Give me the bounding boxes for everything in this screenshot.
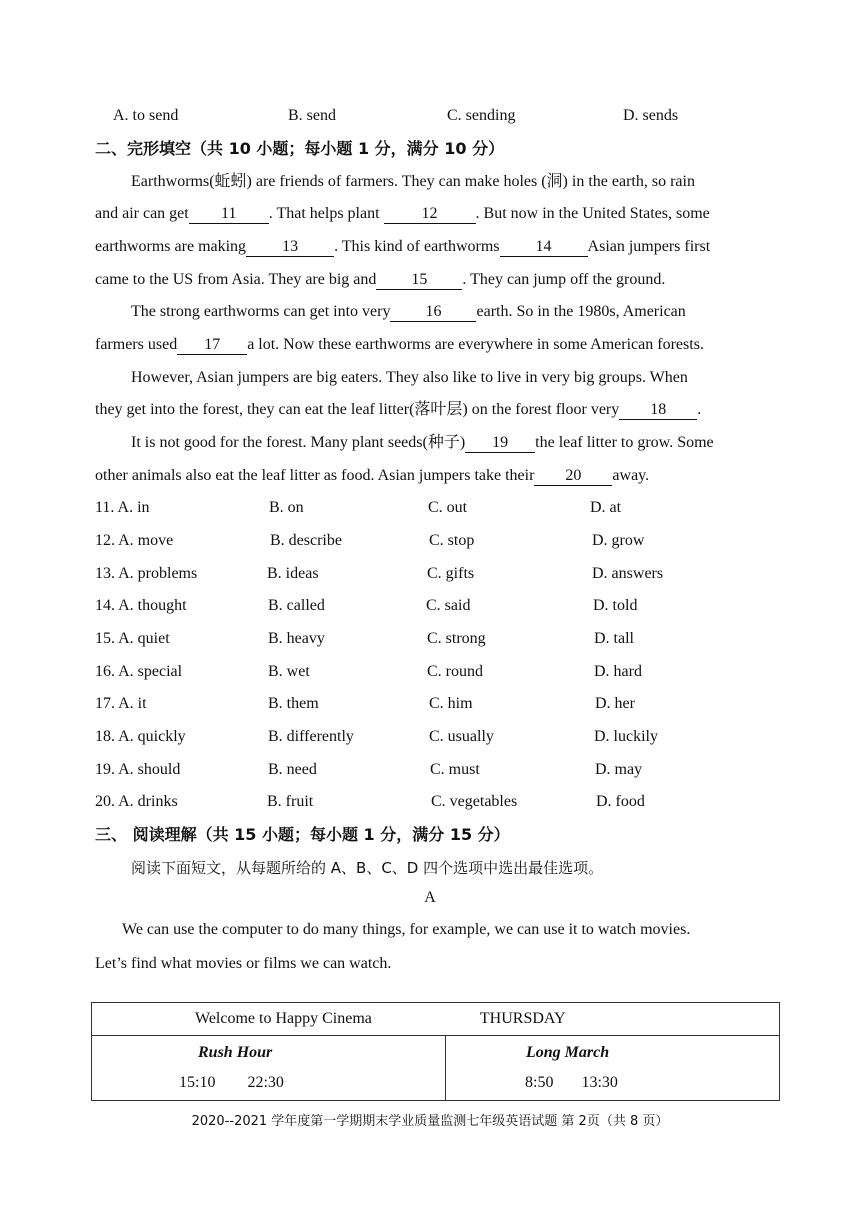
question-11-option-b: B. on [269, 499, 304, 516]
question-20-option-b: B. fruit [267, 793, 314, 810]
section-2-heading: 二、完形填空（共 10 小题；每小题 1 分，满分 10 分） [95, 139, 505, 158]
question-17-option-b: B. them [268, 695, 319, 712]
question-18-option-c: C. usually [429, 728, 494, 745]
question-12-option-d: D. grow [592, 532, 645, 549]
passage-text: earthworms are making [95, 238, 247, 255]
question-11-option-d: D. at [590, 499, 622, 516]
passage-text: . They can jump off the ground. [462, 271, 666, 288]
blank-12: 12 [384, 205, 476, 224]
question-15-option-b: B. heavy [268, 630, 325, 647]
cinema-schedule-table [91, 1002, 780, 1101]
movie-title: Rush Hour [198, 1044, 273, 1061]
question-16-option-d: D. hard [594, 663, 642, 680]
passage-text: they get into the forest, they can eat the leaf litter(落叶层) on the forest floor very [95, 401, 620, 418]
blank-18: 18 [619, 401, 697, 420]
passage-text: The strong earthworms can get into very [131, 303, 391, 320]
blank-13: 13 [246, 238, 334, 257]
passage-text: earth. So in the 1980s, American [476, 303, 686, 320]
blank-19: 19 [465, 434, 535, 453]
option-b: B. send [288, 107, 336, 124]
passage-text: a lot. Now these earthworms are everywhere in some American forests. [247, 336, 704, 353]
passage-text: It is not good for the forest. Many plant seeds(种子) [131, 434, 466, 451]
showtime: 15:10 [179, 1074, 216, 1091]
option-d: D. sends [623, 107, 679, 124]
reading-intro-line: We can use the computer to do many things, for example, we can use it to watch movies. [122, 921, 691, 938]
option-c: C. sending [447, 107, 516, 124]
table-row [92, 1003, 780, 1036]
question-19-option-a: 19. A. should [95, 761, 181, 778]
question-13-option-a: 13. A. problems [95, 565, 198, 582]
question-20-option-c: C. vegetables [431, 793, 518, 810]
cinema-day: THURSDAY [479, 1010, 566, 1027]
question-13-option-b: B. ideas [267, 565, 319, 582]
question-20-option-a: 20. A. drinks [95, 793, 178, 810]
section-3-heading: 三、 阅读理解（共 15 小题；每小题 1 分，满分 15 分） [95, 825, 510, 844]
passage-text: . [697, 401, 702, 418]
passage-line [95, 237, 710, 257]
question-19-option-b: B. need [268, 761, 317, 778]
passage-text: other animals also eat the leaf litter as food. Asian jumpers take their [95, 467, 535, 484]
question-19-option-d: D. may [595, 761, 643, 778]
question-15-option-a: 15. A. quiet [95, 630, 170, 647]
passage-text: Asian jumpers first [587, 238, 711, 255]
table-row [92, 1036, 780, 1101]
passage-text: farmers used [95, 336, 178, 353]
passage-text: . But now in the United States, some [475, 205, 710, 222]
question-20-option-d: D. food [596, 793, 645, 810]
showtime: 22:30 [247, 1074, 284, 1091]
question-18-option-d: D. luckily [594, 728, 658, 745]
question-11-option-c: C. out [428, 499, 468, 516]
question-18-option-b: B. differently [268, 728, 354, 745]
passage-line [95, 400, 701, 420]
passage-text: came to the US from Asia. They are big and [95, 271, 377, 288]
blank-11: 11 [189, 205, 269, 224]
blank-14: 14 [500, 238, 588, 257]
movie-cell [92, 1036, 446, 1101]
passage-line [131, 302, 686, 322]
passage-text: the leaf litter to grow. Some [535, 434, 714, 451]
question-12-option-b: B. describe [270, 532, 342, 549]
cinema-welcome: Welcome to Happy Cinema [195, 1010, 372, 1027]
blank-15: 15 [376, 271, 462, 290]
question-17-option-d: D. her [595, 695, 635, 712]
question-13-option-c: C. gifts [427, 565, 475, 582]
passage-text: and air can get [95, 205, 189, 222]
question-12-option-a: 12. A. move [95, 532, 174, 549]
reading-intro-line: Let’s find what movies or films we can watch. [95, 955, 392, 972]
passage-text: . This kind of earthworms [334, 238, 500, 255]
passage-text: away. [612, 467, 650, 484]
blank-20: 20 [534, 467, 612, 486]
passage-text: . That helps plant [268, 205, 384, 222]
passage-label: A [424, 889, 436, 906]
question-14-option-a: 14. A. thought [95, 597, 187, 614]
movie-cell [446, 1036, 780, 1101]
page-footer: 2020--2021 学年度第一学期期末学业质量监测七年级英语试题 第 2页（共 8 页） [191, 1114, 669, 1129]
question-14-option-b: B. called [268, 597, 325, 614]
option-a: A. to send [113, 107, 179, 124]
reading-instruction: 阅读下面短文，从每题所给的 A、B、C、D 四个选项中选出最佳选项。 [131, 859, 604, 877]
passage-line [95, 204, 710, 224]
passage-line [95, 335, 704, 355]
question-15-option-d: D. tall [594, 630, 634, 647]
question-14-option-c: C. said [426, 597, 471, 614]
showtimes [179, 1074, 445, 1092]
question-12-option-c: C. stop [429, 532, 475, 549]
question-18-option-a: 18. A. quickly [95, 728, 186, 745]
passage-line: However, Asian jumpers are big eaters. They also like to live in very big groups. When [131, 369, 688, 386]
showtimes [525, 1074, 779, 1092]
table-header-cell [92, 1003, 780, 1036]
question-15-option-c: C. strong [427, 630, 486, 647]
question-16-option-b: B. wet [268, 663, 310, 680]
blank-16: 16 [390, 303, 476, 322]
question-19-option-c: C. must [430, 761, 480, 778]
blank-17: 17 [177, 336, 247, 355]
question-16-option-c: C. round [427, 663, 483, 680]
question-17-option-c: C. him [429, 695, 473, 712]
passage-line: Earthworms(蚯蚓) are friends of farmers. They can make holes (洞) in the earth, so rain [131, 173, 695, 190]
question-13-option-d: D. answers [592, 565, 664, 582]
question-14-option-d: D. told [593, 597, 638, 614]
passage-line [131, 433, 714, 453]
showtime: 8:50 [525, 1074, 554, 1091]
passage-line [95, 466, 649, 486]
showtime: 13:30 [581, 1074, 618, 1091]
movie-title: Long March [526, 1044, 610, 1061]
passage-line [95, 270, 665, 290]
question-17-option-a: 17. A. it [95, 695, 147, 712]
question-16-option-a: 16. A. special [95, 663, 183, 680]
question-11-option-a: 11. A. in [95, 499, 150, 516]
